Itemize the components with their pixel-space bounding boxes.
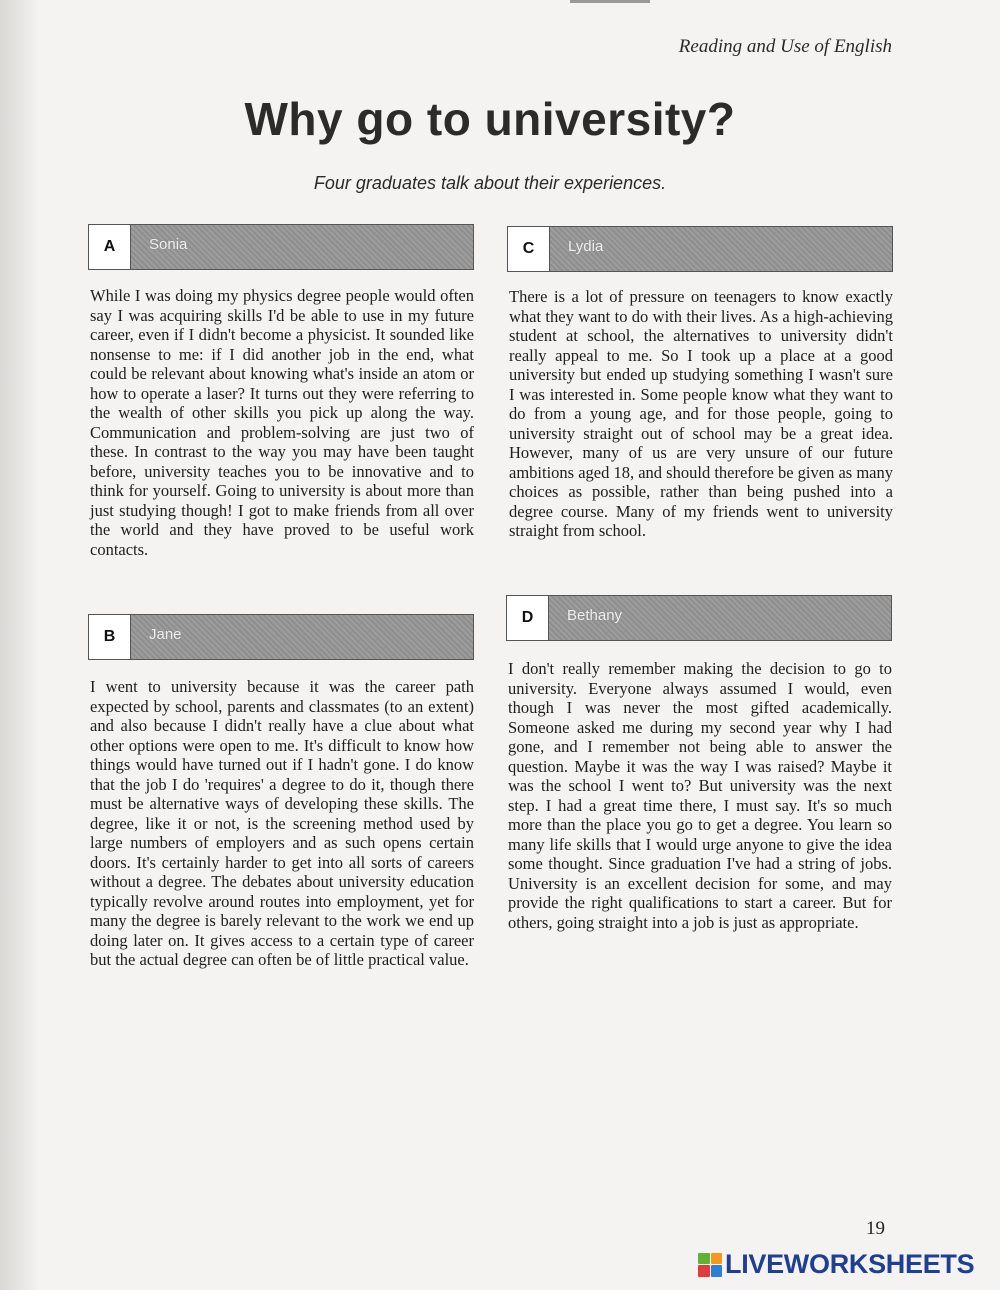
section-c-text: There is a lot of pressure on teenagers to know exactly what they want to do with their lives. As a high-achieving student at school, the alternatives to university didn't really appeal to me. So I took up a place at a good university but ended up studying something I wasn't sure I was interested in. Some people know what they want to do from a young age, and for those people, going to university straight out of school may be a great idea. However, many of us are very unsure of our future ambitions aged 18, and should therefore be given as many choices as possible, rather than being pushed into a degree course. Many of my friends went to university straight from school. (509, 287, 893, 540)
running-head: Reading and Use of English (678, 36, 892, 57)
page-title: Why go to university? (244, 93, 736, 145)
watermark-text: LIVEWORKSHEETS (725, 1249, 975, 1279)
section-d-letter: D (507, 596, 549, 640)
page-subtitle: Four graduates talk about their experiences. (313, 173, 667, 193)
section-b-name: Jane (131, 615, 473, 659)
section-d-label (506, 595, 892, 641)
liveworksheets-watermark (698, 1249, 974, 1280)
page-number: 19 (866, 1218, 885, 1239)
section-a-label (88, 224, 474, 270)
scan-mark (570, 0, 650, 3)
section-b-letter: B (89, 615, 131, 659)
section-c-name: Lydia (550, 227, 892, 271)
liveworksheets-logo-icon (698, 1253, 722, 1277)
section-c-label (507, 226, 893, 272)
section-c-letter: C (508, 227, 550, 271)
section-a-text: While I was doing my physics degree people would often say I was acquiring skills I'd be able to use in my future career, even if I didn't become a physicist. It sounded like nonsense to me: if I did another job in the end, what could be relevant about knowing what's inside an atom or how to operate a laser? It turns out they were referring to the wealth of other skills you pick up along the way. Communication and problem-solving are just two of these. In contrast to the way you may have been taught before, university teaches you to be innovative and to think for yourself. Going to university is about more than just studying though! I got to make friends from all over the world and they have proved to be useful work contacts. (90, 286, 474, 559)
section-d-text: I don't really remember making the decision to go to university. Everyone always assumed I would, even though I was never the most gifted academically. Someone asked me during my second year why I had gone, and I remember not being able to answer the question. Maybe it was the way I was raised? Maybe it was the school I went to? But university was the next step. I had a great time there, I must say. It's so much more than the place you go to get a degree. You learn so many life skills that I would urge anyone to give the idea some thought. Since graduation I've had a string of jobs. University is an excellent decision for some, and may provide the right qualifications to start a career. But for others, going straight into a job is just as appropriate. (508, 659, 892, 932)
section-a-letter: A (89, 225, 131, 269)
section-b-label (88, 614, 474, 660)
section-d-name: Bethany (549, 596, 891, 640)
section-b-text: I went to university because it was the career path expected by school, parents and classmates (to an extent) and also because I didn't really have a clue about what other options were open to me. It's difficult to know how things would have turned out if I hadn't gone. I do know that the job I do 'requires' a degree to do it, though there must be alternative ways of developing these skills. The degree, like it or not, is the screening method used by large numbers of employers and as such opens certain doors. It's certainly harder to get into all sorts of careers without a degree. The debates about university education typically revolve around routes into employment, yet for many the degree is barely relevant to the work we end up doing later on. It gives access to a certain type of career but the actual degree can often be of little practical value. (90, 677, 474, 969)
section-a-name: Sonia (131, 225, 473, 269)
